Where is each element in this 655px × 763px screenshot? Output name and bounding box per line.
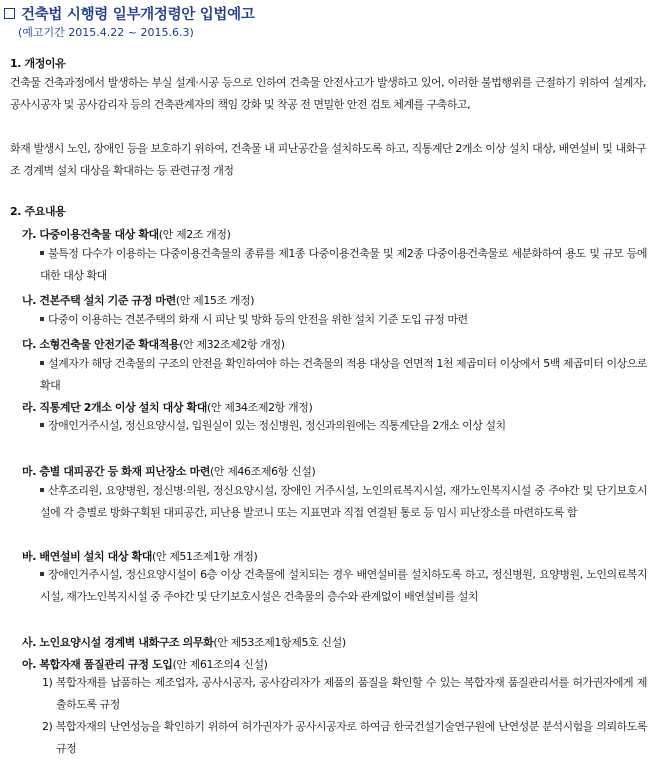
- item-ref: (안 제61조의4 신설): [172, 658, 268, 671]
- item-da-bullet: [40, 353, 647, 397]
- section-2-heading: 2. 주요내용: [10, 205, 66, 218]
- item-ga-heading: [22, 226, 231, 242]
- item-ga-bullet: [40, 243, 647, 287]
- section-1-paragraph-1: 건축물 건축과정에서 발생하는 부실 설계·시공 등으로 인하여 건축물 안전사고가 발생하고 있어, 이러한 불법행위를 근절하기 위하여 설계자, 공사시공자 및 공사감리자 등의 건축관계자의 책임 강화 및 착공 전 면밀한 안전 검토 체계를 구축하고,: [10, 76, 646, 111]
- item-ref: (안 제46조제6항 신설): [209, 465, 316, 478]
- page-title: 건축법 시행령 일부개정령안 입법예고: [21, 6, 255, 23]
- square-bullet-icon: [40, 423, 44, 427]
- bullet-text: 불특정 다수가 이용하는 다중이용건축물의 종류를 제1종 다중이용건축물 및 제2종 다중이용건축물로 세분화하여 용도 및 규모 등에 대한 대상 확대: [40, 247, 647, 282]
- title-row: [4, 3, 255, 23]
- checkbox-icon: [4, 8, 15, 19]
- item-ref: (안 제2조 개정): [158, 228, 231, 241]
- item-label: 가. 다중이용건축물 대상 확대: [22, 228, 159, 241]
- item-na-heading: [22, 292, 254, 308]
- item-a-sub-1: 1) 복합자재를 납품하는 제조업자, 공사시공자, 공사감리자가 제품의 품질을 확인할 수 있는 복합자재 품질관리서를 허가권자에게 제출하도록 규정: [42, 676, 647, 711]
- item-label: 바. 배연설비 설치 대상 확대: [22, 550, 152, 563]
- item-a-sub-2: 2) 복합자재의 난연성능을 확인하기 위하여 허가권자가 공사시공자로 하여금 한국건설기술연구원에 난연성분 분석시험을 의뢰하도록 규정: [42, 720, 647, 755]
- bullet-text: 산후조리원, 요양병원, 정신병·의원, 정신요양시설, 장애인 거주시설, 노인의료복지시설, 재가노인복지시설 중 주야간 및 단기보호시설에 각 층별로 방화구획된 대피공간, 피난용 발코니 또는 지표면과 직접 연결된 통로 등 임시 피난장소를 마련하도록 함: [40, 484, 647, 519]
- item-ref: (안 제32조제2항 개정): [179, 338, 285, 351]
- item-ba-bullet: [40, 564, 647, 608]
- item-label: 다. 소형건축물 안전기준 확대적용: [22, 338, 180, 351]
- item-label: 라. 직통계단 2개소 이상 설치 대상 확대: [22, 401, 207, 414]
- square-bullet-icon: [40, 317, 44, 321]
- square-bullet-icon: [40, 361, 44, 365]
- item-ma-heading: [22, 463, 315, 479]
- item-ref: (안 제53조제1항제5호 신설): [213, 636, 346, 649]
- item-da-heading: [22, 336, 285, 352]
- item-na-bullet: [40, 309, 647, 331]
- bullet-text: 다중이 이용하는 견본주택의 화재 시 피난 및 방화 등의 안전을 위한 설치 기준 도입 규정 마련: [48, 313, 468, 326]
- item-ra-bullet: [40, 415, 647, 437]
- bullet-text: 장애인거주시설, 정신요양시설이 6층 이상 건축물에 설치되는 경우 배연설비를 설치하도록 하고, 정신병원, 요양병원, 노인의료복지시설, 재가노인복지시설 중 주야간 및 단기보호시설은 건축물의 층수와 관계없이 배연설비를 설치: [40, 568, 647, 603]
- item-ref: (안 제34조제2항 개정): [207, 401, 313, 414]
- item-label: 사. 노인요양시설 경계벽 내화구조 의무화: [22, 636, 214, 649]
- square-bullet-icon: [40, 572, 44, 576]
- square-bullet-icon: [40, 251, 44, 255]
- item-ref: (안 제51조제1항 개정): [151, 550, 258, 563]
- section-1-heading: 1. 개정이유: [10, 57, 66, 70]
- notice-period: (예고기간 2015.4.22 ~ 2015.6.3): [18, 26, 194, 39]
- square-bullet-icon: [40, 488, 44, 492]
- item-label: 마. 층별 대피공간 등 화재 피난장소 마련: [22, 465, 210, 478]
- section-1-paragraph-2: 화재 발생시 노인, 장애인 등을 보호하기 위하여, 건축물 내 피난공간을 설치하도록 하고, 직통계단 2개소 이상 설치 대상, 배연설비 및 내화구조 경계벽 설치 대상을 확대하는 등 관련규정 개정: [10, 142, 646, 177]
- item-label: 나. 견본주택 설치 기준 규정 마련: [22, 294, 176, 307]
- item-sa-heading: [22, 634, 346, 650]
- bullet-text: 설계자가 해당 건축물의 구조의 안전을 확인하여야 하는 건축물의 적용 대상을 연면적 1천 제곱미터 이상에서 5백 제곱미터 이상으로 확대: [40, 357, 647, 392]
- item-ra-heading: [22, 399, 312, 415]
- item-ba-heading: [22, 548, 257, 564]
- bullet-text: 장애인거주시설, 정신요양시설, 입원실이 있는 정신병원, 정신과의원에는 직통계단을 2개소 이상 설치: [48, 419, 506, 432]
- item-label: 아. 복합자재 품질관리 규정 도입: [22, 658, 173, 671]
- item-a-heading: [22, 656, 268, 672]
- item-ma-bullet: [40, 480, 647, 524]
- item-ref: (안 제15조 개정): [175, 294, 255, 307]
